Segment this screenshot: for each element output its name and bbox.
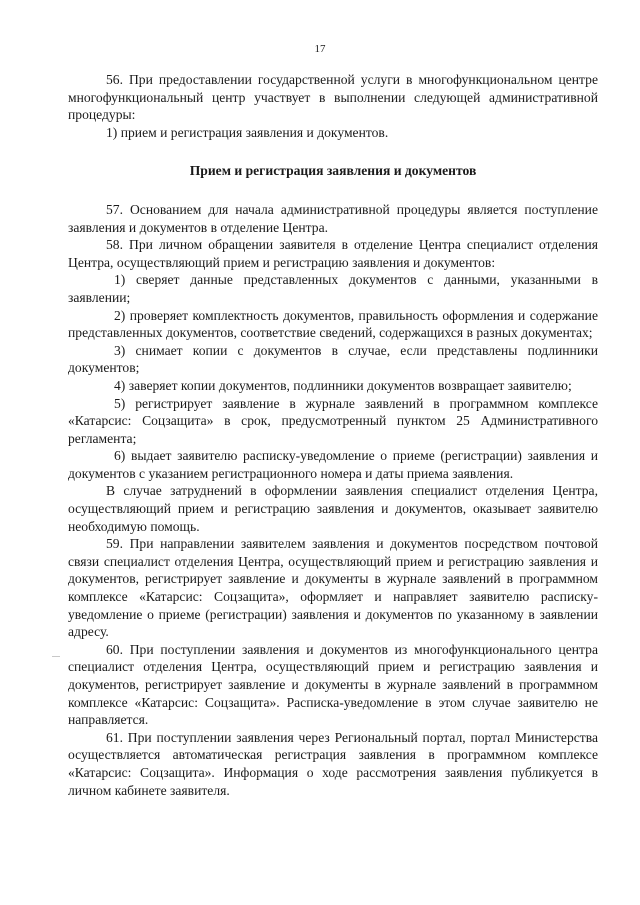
paragraph-60: 60. При поступлении заявления и документов из многофункционального центра специалист отделения Центра, осуществляющий прием и регистрацию заявления и документов, регистрирует заявление и документы в журнале заявлений в программном комплексе «Катарсис: Соцзащита». Расписка-уведомление в этом случае заявителю не направляется. [68,641,598,728]
paragraph-57: 57. Основанием для начала административной процедуры является поступление заявления и документов в отделение Центра. [68,201,598,235]
paragraph-58-item-4: 4) заверяет копии документов, подлинники документов возвращает заявителю; [114,377,572,393]
paragraph-59: 59. При направлении заявителем заявления и документов посредством почтовой связи специалист отделения Центра, осуществляющий прием и регистрацию заявления и документов, регистрирует заявление и документы в журнале заявлений в программном комплексе «Катарсис: Соцзащита», оформляет и направляет заявителю расписку-уведомление о приеме (регистрации) заявления и документов по указанному в заявлении адресу. [68,536,598,640]
paragraph-58-item-2: 2) проверяет комплектность документов, правильность оформления и содержание представленных документов, соответствие сведений, содержащихся в разных документах; [68,307,598,341]
section-heading: Прием и регистрация заявления и документов [189,163,477,179]
paragraph-58-item-5: 5) регистрирует заявление в журнале заявлений в программном комплексе «Катарсис: Соцзащита» в срок, предусмотренный пунктом 25 Административного регламента; [68,395,598,446]
margin-mark [52,656,60,657]
paragraph-58-item-3: 3) снимает копии с документов в случае, если представлены подлинники документов; [68,342,598,376]
paragraph-58-item-6: 6) выдает заявителю расписку-уведомление о приеме (регистрации) заявления и документов с указанием регистрационного номера и даты приема заявления. [68,448,598,481]
paragraph-58-difficulty: В случае затруднений в оформлении заявления специалист отделения Центра, осуществляющий прием и регистрацию заявления и документов, оказывает заявителю необходимую помощь. [68,483,598,534]
paragraph-56-item-1: 1) прием и регистрация заявления и документов. [106,124,389,140]
paragraph-58: 58. При личном обращении заявителя в отделение Центра специалист отделения Центра, осуществляющий прием и регистрацию заявления и документов: [68,237,598,270]
page-number: 17 [314,43,326,55]
paragraph-61: 61. При поступлении заявления через Региональный портал, портал Министерства осуществляется автоматическая регистрация заявления в программном комплексе «Катарсис: Соцзащита». Информация о ходе рассмотрения заявления публикуется в личном кабинете заявителя. [68,729,598,798]
paragraph-56: 56. При предоставлении государственной услуги в многофункциональном центре многофункциональный центр участвует в выполнении следующей административной процедуры: [68,72,598,123]
paragraph-58-item-1: 1) сверяет данные представленных документов с данными, указанными в заявлении; [68,272,598,305]
document-body [68,71,598,799]
